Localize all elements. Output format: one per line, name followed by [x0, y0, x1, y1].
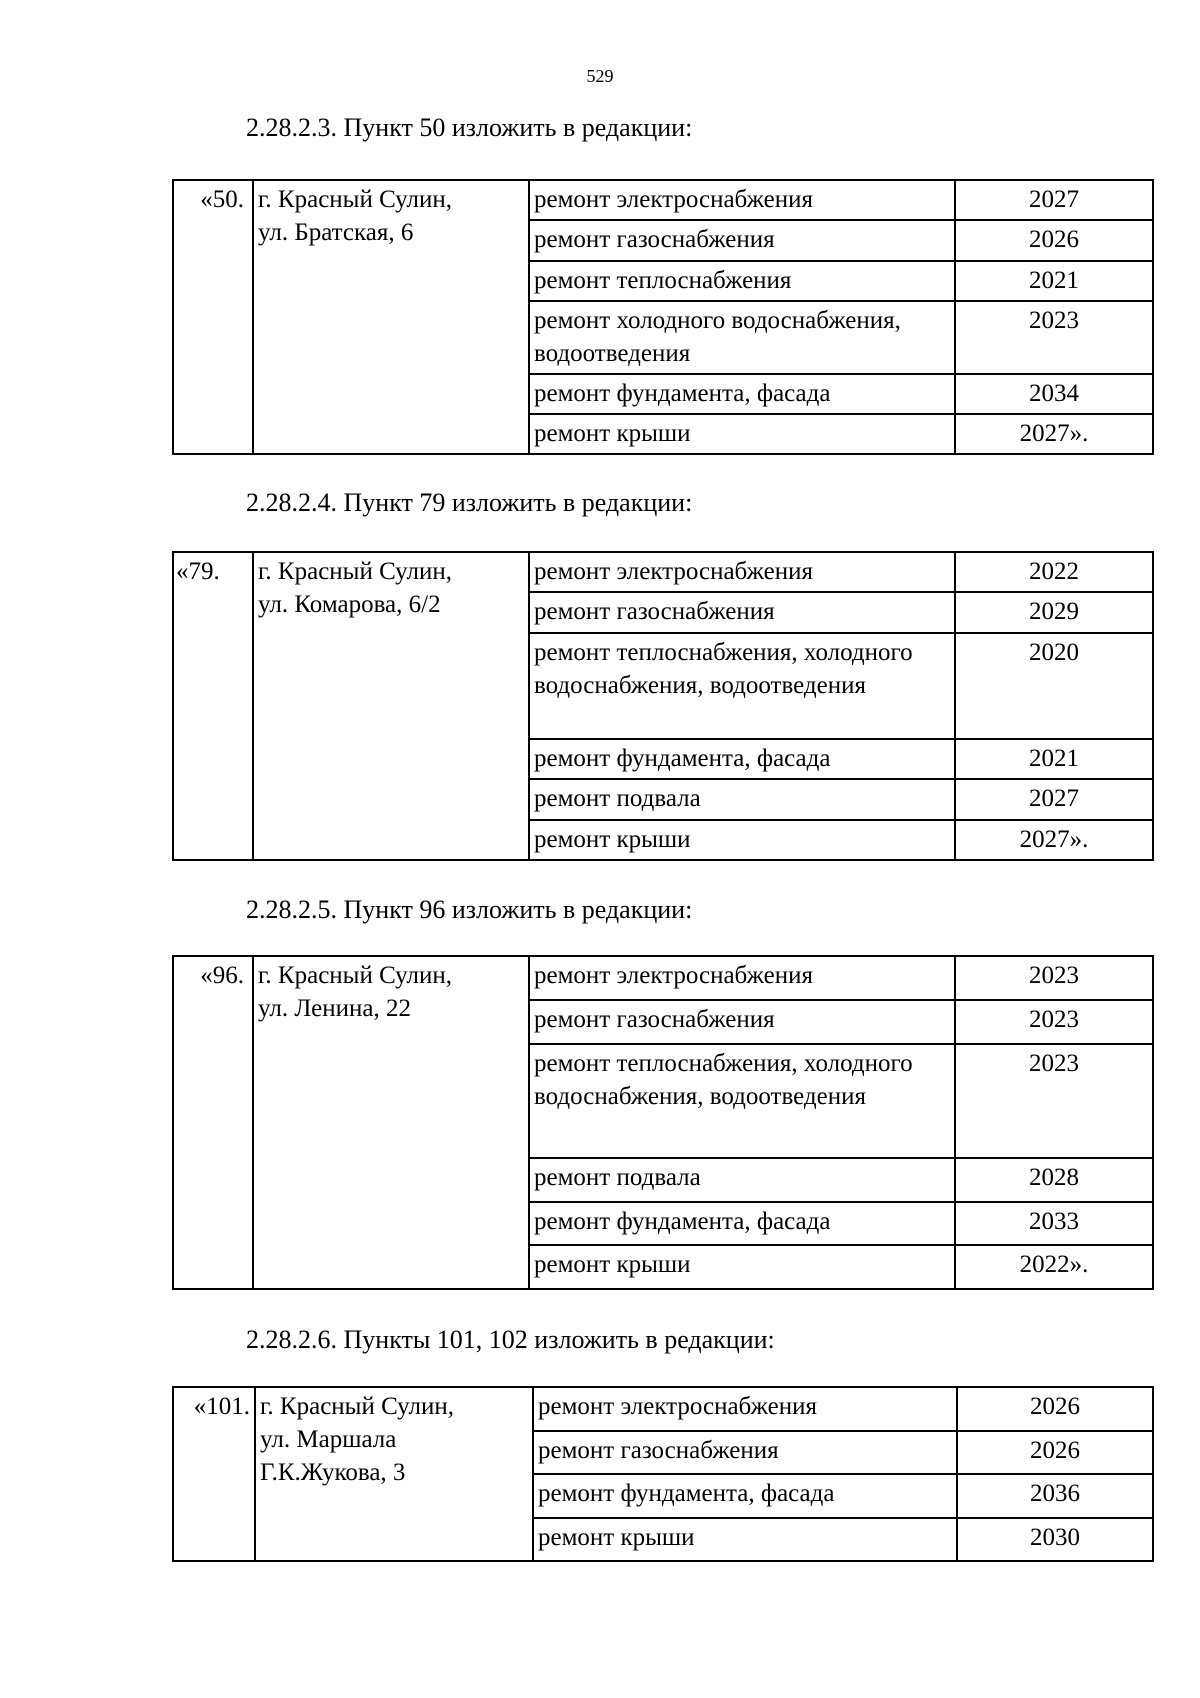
year: 2021 [955, 261, 1153, 301]
year: 2023 [955, 301, 1153, 374]
work-type: ремонт электроснабжения [529, 956, 955, 1000]
year: 2027 [955, 779, 1153, 820]
work-type: ремонт газоснабжения [529, 1000, 955, 1044]
work-type: ремонт электроснабжения [529, 552, 955, 592]
address-line: ул. Маршала [260, 1426, 397, 1453]
amendment-table [172, 955, 1154, 1290]
work-type: ремонт крыши [529, 414, 955, 454]
year: 2023 [955, 956, 1153, 1000]
year: 2033 [955, 1202, 1153, 1245]
section-heading: 2.28.2.3. Пункт 50 изложить в редакции: [246, 113, 693, 142]
address-cell [253, 956, 529, 1289]
year: 2034 [955, 374, 1153, 414]
work-type: ремонт фундамента, фасада [529, 739, 955, 779]
year: 2021 [955, 739, 1153, 779]
address-cell [253, 552, 529, 860]
work-type: ремонт подвала [529, 1158, 955, 1202]
work-type: ремонт газоснабжения [533, 1431, 957, 1474]
work-type: ремонт подвала [529, 779, 955, 820]
address-line: г. Красный Сулин, [258, 558, 453, 585]
item-number: «79. [173, 552, 253, 860]
year: 2030 [957, 1518, 1153, 1561]
year: 2027». [955, 414, 1153, 454]
address-line: г. Красный Сулин, [260, 1393, 455, 1420]
work-type: ремонт теплоснабжения, холодного водоснабжения, водоотведения [529, 1044, 955, 1158]
address-line: ул. Ленина, 22 [258, 995, 411, 1022]
address-cell [255, 1387, 533, 1561]
year: 2026 [957, 1431, 1153, 1474]
work-type: ремонт фундамента, фасада [529, 374, 955, 414]
address-line: г. Красный Сулин, [258, 186, 453, 213]
item-number: «101. [173, 1387, 255, 1561]
item-number: «50. [173, 180, 253, 454]
work-type: ремонт холодного водоснабжения, водоотведения [529, 301, 955, 374]
item-number: «96. [173, 956, 253, 1289]
year: 2028 [955, 1158, 1153, 1202]
amendment-table [172, 551, 1154, 861]
address-cell [253, 180, 529, 454]
work-type: ремонт теплоснабжения [529, 261, 955, 301]
year: 2029 [955, 592, 1153, 633]
work-type: ремонт крыши [529, 820, 955, 860]
amendment-table [172, 179, 1154, 455]
year: 2026 [955, 220, 1153, 261]
address-line: ул. Комарова, 6/2 [258, 591, 441, 618]
amendment-table [172, 1386, 1154, 1562]
section-heading: 2.28.2.6. Пункты 101, 102 изложить в редакции: [246, 1325, 775, 1354]
work-type: ремонт фундамента, фасада [529, 1202, 955, 1245]
work-type: ремонт электроснабжения [533, 1387, 957, 1431]
year: 2022 [955, 552, 1153, 592]
work-type: ремонт крыши [533, 1518, 957, 1561]
address-line: Г.К.Жукова, 3 [260, 1459, 406, 1486]
work-type: ремонт теплоснабжения, холодного водоснабжения, водоотведения [529, 633, 955, 739]
year: 2023 [955, 1000, 1153, 1044]
section-heading: 2.28.2.4. Пункт 79 изложить в редакции: [246, 488, 693, 517]
address-line: ул. Братская, 6 [258, 219, 414, 246]
address-line: г. Красный Сулин, [258, 962, 453, 989]
work-type: ремонт газоснабжения [529, 220, 955, 261]
page-number: 529 [586, 66, 614, 86]
work-type: ремонт газоснабжения [529, 592, 955, 633]
year: 2022». [955, 1245, 1153, 1289]
year: 2023 [955, 1044, 1153, 1158]
year: 2027 [955, 180, 1153, 220]
year: 2020 [955, 633, 1153, 739]
work-type: ремонт фундамента, фасада [533, 1474, 957, 1518]
work-type: ремонт крыши [529, 1245, 955, 1289]
year: 2026 [957, 1387, 1153, 1431]
work-type: ремонт электроснабжения [529, 180, 955, 220]
year: 2027». [955, 820, 1153, 860]
year: 2036 [957, 1474, 1153, 1518]
section-heading: 2.28.2.5. Пункт 96 изложить в редакции: [246, 895, 693, 924]
